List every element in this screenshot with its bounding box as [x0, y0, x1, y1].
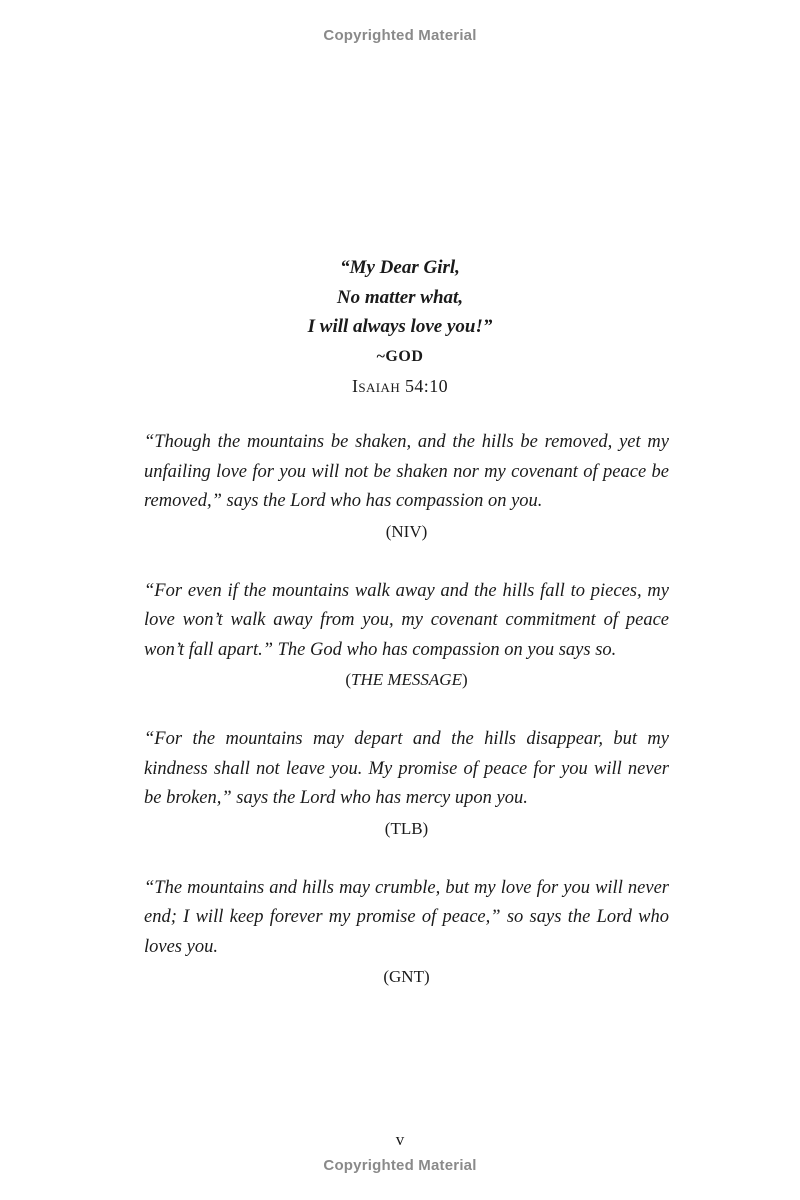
verse-block-message [144, 577, 669, 696]
verse-version-label [144, 814, 669, 844]
page-number: v [395, 1130, 405, 1149]
scripture-reference: Isaiah 54:10 [351, 375, 449, 396]
version-paren-open: ( [383, 967, 390, 986]
verse-text: “For even if the mountains walk away and the hills fall to pieces, my love won’t walk away from you, my covenant commitment of peace won’t fall apart.” The God who has compassion on you says so. [144, 580, 669, 660]
version-name: TLB [390, 818, 423, 838]
version-name: NIV [391, 521, 422, 541]
copyright-watermark-top: Copyrighted Material [323, 27, 477, 44]
verse-version-label [144, 517, 669, 547]
verse-text: “The mountains and hills may crumble, but my love for you will never end; I will keep forever my promise of peace,” so says the Lord who loves you. [144, 877, 669, 957]
version-paren-close: ) [461, 670, 468, 689]
verse-text: “For the mountains may depart and the hills disappear, but my kindness shall not leave you. My promise of peace for you will never be broken,” says the Lord who has mercy upon you. [144, 729, 669, 808]
version-paren-open: ( [385, 521, 392, 541]
dedication-line: “My Dear Girl, [340, 257, 460, 278]
version-paren-open: ( [384, 818, 391, 838]
version-name: GNT [389, 967, 424, 986]
dedication-line: I will always love you!” [307, 316, 493, 337]
copyright-watermark-bottom: Copyrighted Material [323, 1157, 477, 1174]
version-paren-open: ( [345, 670, 352, 689]
version-name: THE MESSAGE [351, 670, 462, 689]
verse-block-tlb [144, 725, 669, 844]
verse-block-niv [144, 428, 669, 547]
verse-block-gnt [144, 874, 669, 993]
verse-list [144, 428, 669, 1022]
verse-text: “Though the mountains be shaken, and the hills be removed, yet my unfailing love for you will not be shaken nor my covenant of peace be removed,” says the Lord who has compassion on you. [144, 432, 669, 511]
version-paren-close: ) [422, 818, 429, 838]
version-paren-close: ) [421, 521, 428, 541]
verse-version-label [144, 665, 669, 695]
version-paren-close: ) [423, 967, 430, 986]
verse-version-label [144, 962, 669, 992]
dedication-signature: ~GOD [376, 347, 424, 365]
dedication-line: No matter what, [336, 286, 464, 308]
dedication-block [0, 253, 800, 401]
